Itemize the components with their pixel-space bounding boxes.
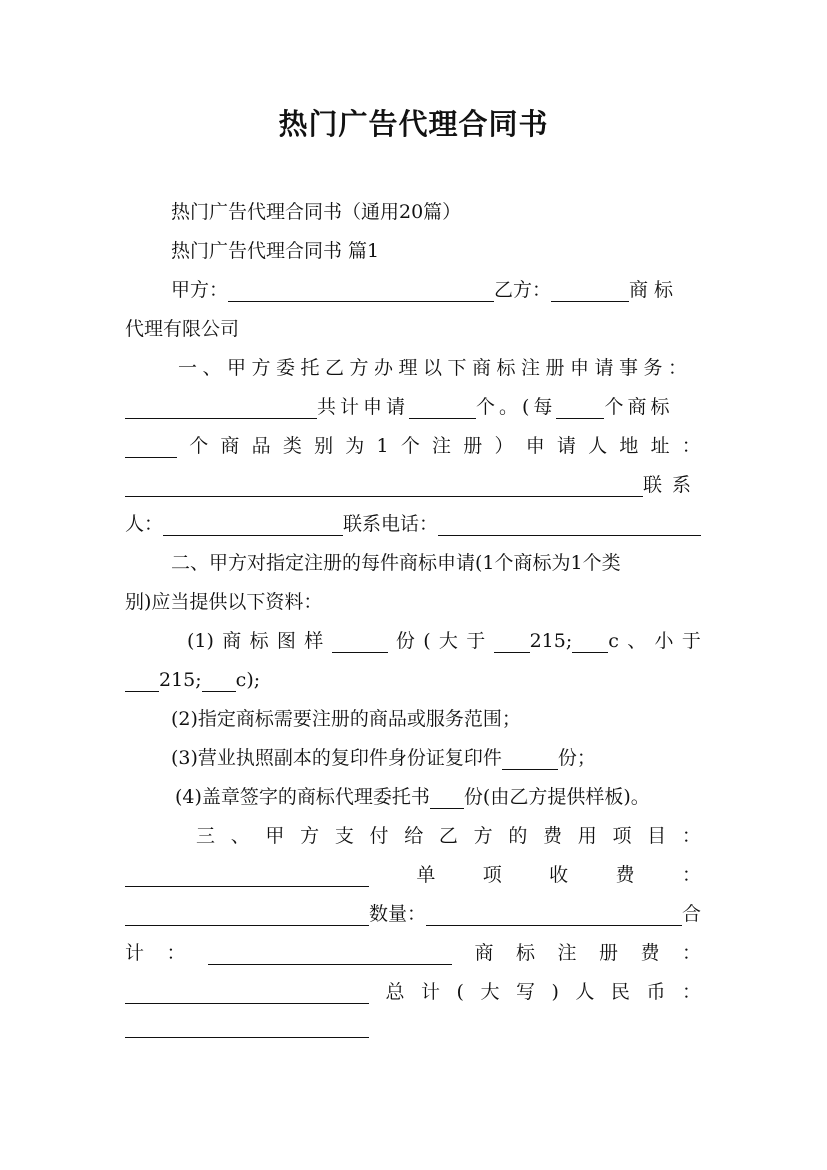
subtitle: 热门广告代理合同书（通用20篇） bbox=[171, 201, 462, 223]
char: ( bbox=[423, 630, 431, 652]
total-apply-label: 共计申请 bbox=[317, 396, 410, 418]
char: 个 bbox=[189, 435, 209, 457]
size-value bbox=[494, 629, 619, 653]
char: 总 bbox=[385, 981, 405, 1003]
blank bbox=[125, 907, 369, 926]
contact-blank bbox=[163, 517, 343, 536]
char: ： bbox=[166, 942, 186, 964]
section-2-item-4 bbox=[175, 785, 650, 809]
section-2-item-1 bbox=[187, 629, 701, 653]
char: 标 bbox=[249, 630, 269, 652]
blank bbox=[202, 673, 236, 692]
blank bbox=[409, 400, 476, 419]
char: 商 bbox=[474, 942, 494, 964]
section-3-heading bbox=[196, 824, 701, 848]
char: 的 bbox=[508, 825, 528, 847]
section-3-line-5 bbox=[125, 980, 701, 1004]
blank bbox=[125, 400, 317, 419]
char: 样 bbox=[304, 630, 324, 652]
char: 大 bbox=[480, 981, 500, 1003]
char: 址 bbox=[650, 435, 670, 457]
char: 个 bbox=[400, 435, 420, 457]
value: c bbox=[608, 630, 619, 652]
char: 项 bbox=[612, 825, 632, 847]
company-line: 代理有限公司 bbox=[125, 318, 240, 340]
blank bbox=[125, 1019, 369, 1038]
section-3-line-4 bbox=[125, 941, 701, 965]
char: 计 bbox=[421, 981, 441, 1003]
char: 费 bbox=[543, 825, 563, 847]
item-text: (4)盖章签字的商标代理委托书 bbox=[175, 786, 430, 808]
char: ： bbox=[681, 435, 701, 457]
each-label: 个。(每 bbox=[476, 396, 557, 418]
document-title: 热门广告代理合同书 bbox=[278, 107, 549, 141]
char: 费 bbox=[640, 942, 660, 964]
section-1-line-5 bbox=[125, 512, 701, 536]
section-3-line-2 bbox=[125, 863, 701, 887]
char: 民 bbox=[610, 981, 630, 1003]
contact-label: 联系 bbox=[642, 474, 701, 496]
char: 用 bbox=[577, 825, 597, 847]
char: 项 bbox=[482, 864, 502, 886]
blank bbox=[125, 868, 369, 887]
value: 215; bbox=[529, 630, 573, 652]
section-2-item-1-cont bbox=[125, 668, 260, 692]
part-heading: 热门广告代理合同书 篇1 bbox=[171, 240, 380, 262]
char: 申 bbox=[525, 435, 545, 457]
char: 给 bbox=[404, 825, 424, 847]
char: 册 bbox=[463, 435, 483, 457]
char: 、 bbox=[230, 825, 250, 847]
item-text: (3)营业执照副本的复印件身份证复印件 bbox=[171, 747, 502, 769]
trademark-label: 个商标 bbox=[604, 396, 674, 418]
char: 地 bbox=[619, 435, 639, 457]
section-2-item-2: (2)指定商标需要注册的商品或服务范围； bbox=[171, 708, 521, 730]
parties-line bbox=[171, 278, 701, 302]
section-2-heading-cont: 别)应当提供以下资料： bbox=[125, 591, 323, 613]
blank bbox=[430, 790, 464, 809]
char: ： bbox=[681, 981, 701, 1003]
char: 份 bbox=[395, 630, 415, 652]
blank bbox=[125, 673, 159, 692]
char: 方 bbox=[473, 825, 493, 847]
char: 支 bbox=[334, 825, 354, 847]
party-b-label: 乙方： bbox=[494, 279, 552, 301]
section-1-heading: 一、甲方委托乙方办理以下商标注册申请事务： bbox=[178, 357, 693, 379]
char: 大 bbox=[438, 630, 458, 652]
char: (1) bbox=[187, 630, 214, 652]
blank bbox=[556, 400, 604, 419]
char: 商 bbox=[220, 435, 240, 457]
blank bbox=[494, 634, 530, 653]
char: ( bbox=[456, 981, 464, 1003]
blank bbox=[332, 634, 388, 653]
blank bbox=[125, 439, 177, 458]
char: 三 bbox=[196, 825, 216, 847]
blank bbox=[502, 751, 558, 770]
char: 于 bbox=[681, 630, 701, 652]
section-1-line-4 bbox=[125, 473, 701, 497]
address-blank bbox=[125, 478, 643, 497]
blank bbox=[125, 985, 369, 1004]
item-text-end: 份； bbox=[557, 747, 596, 769]
quantity-blank bbox=[426, 907, 682, 926]
char: 类 bbox=[282, 435, 302, 457]
item-text-end: 份(由乙方提供样板)。 bbox=[463, 786, 650, 808]
value: 215; bbox=[159, 669, 202, 691]
section-1-line-2 bbox=[125, 395, 701, 419]
char: 甲 bbox=[265, 825, 285, 847]
blank bbox=[572, 634, 608, 653]
char: 方 bbox=[300, 825, 320, 847]
char: 人 bbox=[588, 435, 608, 457]
char: 、 bbox=[627, 630, 647, 652]
section-3-line-3 bbox=[125, 902, 701, 926]
quantity-label: 数量： bbox=[369, 903, 427, 925]
char: 标 bbox=[515, 942, 535, 964]
char: ） bbox=[494, 435, 514, 457]
char: 费 bbox=[615, 864, 635, 886]
party-b-blank bbox=[551, 283, 629, 302]
char: ： bbox=[681, 864, 701, 886]
section-3-line-6 bbox=[125, 1019, 369, 1044]
char: ： bbox=[681, 825, 701, 847]
char: 乙 bbox=[438, 825, 458, 847]
char: 请 bbox=[556, 435, 576, 457]
phone-label: 联系电话： bbox=[343, 513, 439, 535]
section-2-heading: 二、甲方对指定注册的每件商标申请(1个商标为1个类 bbox=[171, 552, 621, 574]
char: 册 bbox=[598, 942, 618, 964]
char: 图 bbox=[276, 630, 296, 652]
char: 付 bbox=[369, 825, 389, 847]
char: 为 bbox=[345, 435, 365, 457]
char: ： bbox=[681, 942, 701, 964]
party-a-blank bbox=[228, 283, 494, 302]
person-label: 人： bbox=[125, 513, 164, 535]
total-label: 合 bbox=[681, 903, 701, 925]
char: 单 bbox=[416, 864, 436, 886]
party-a-label: 甲方： bbox=[171, 279, 229, 301]
char: 于 bbox=[466, 630, 486, 652]
char: 别 bbox=[314, 435, 334, 457]
party-b-suffix: 商标 bbox=[629, 279, 680, 301]
blank bbox=[208, 946, 452, 965]
char: 商 bbox=[222, 630, 242, 652]
value: c); bbox=[235, 669, 261, 691]
char: 小 bbox=[654, 630, 674, 652]
char: 品 bbox=[251, 435, 271, 457]
char: ) bbox=[551, 981, 559, 1003]
section-2-item-3 bbox=[171, 746, 596, 770]
phone-blank bbox=[438, 517, 701, 536]
char: 收 bbox=[549, 864, 569, 886]
char: 人 bbox=[575, 981, 595, 1003]
section-1-line-3 bbox=[125, 434, 701, 458]
char: 目 bbox=[647, 825, 667, 847]
char: 注 bbox=[432, 435, 452, 457]
char: 计 bbox=[125, 942, 145, 964]
char: 写 bbox=[515, 981, 535, 1003]
char: 币 bbox=[646, 981, 666, 1003]
char: 1 bbox=[376, 435, 389, 457]
char: 注 bbox=[557, 942, 577, 964]
